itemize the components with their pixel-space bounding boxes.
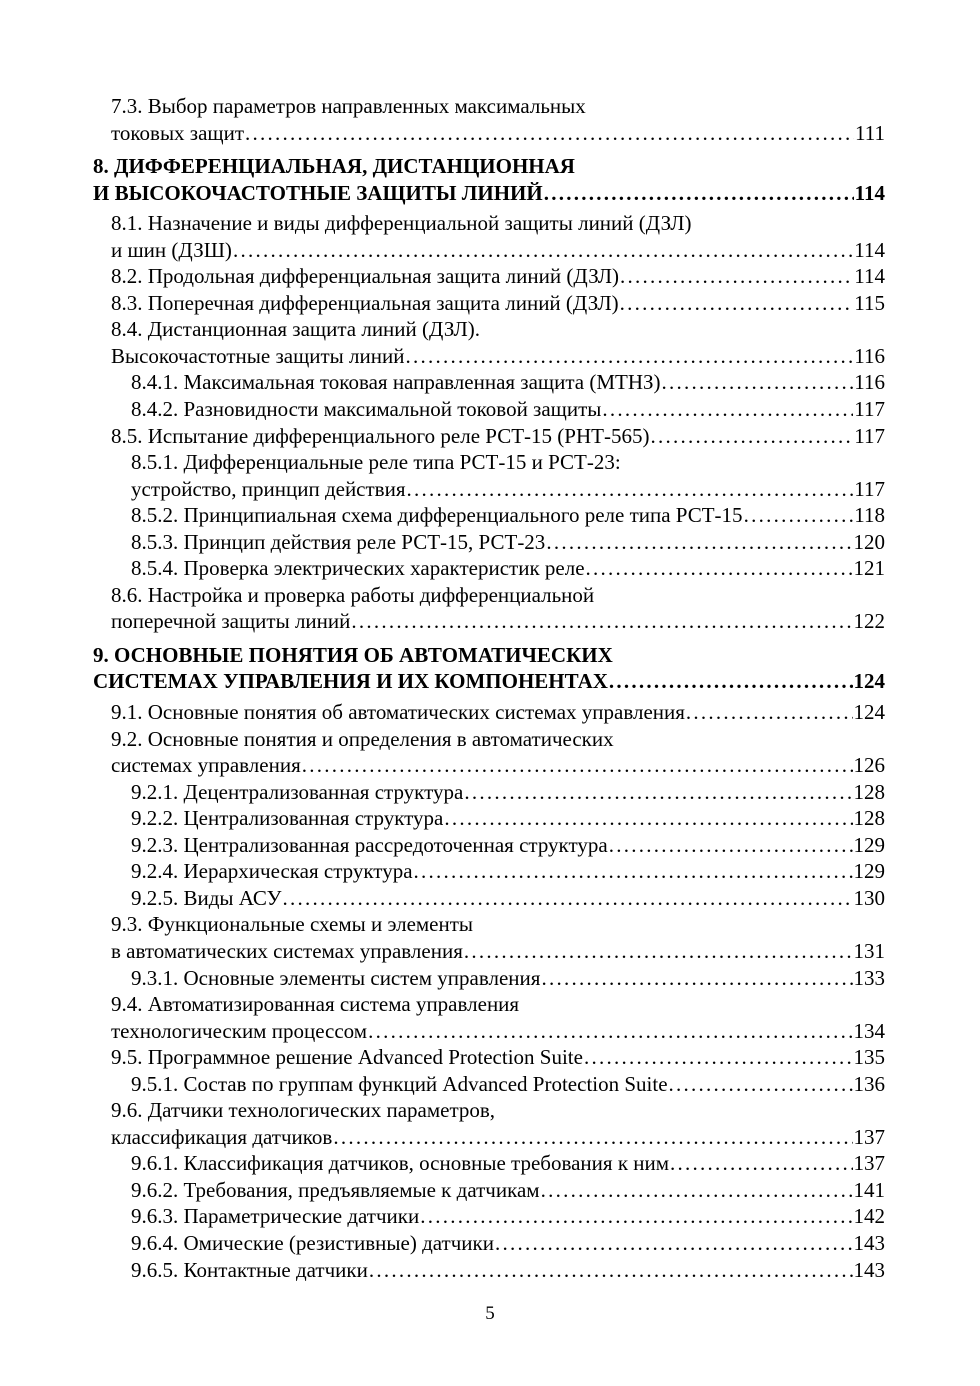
toc-entry-title: 8.5.3. Принцип действия реле РСТ-15, РСТ-23 [131,529,546,554]
toc-entry-title: устройство, принцип действия [131,476,406,501]
dot-leader [662,369,854,396]
toc-page-number: 133 [853,965,885,990]
toc-entry-title: Высокочастотные защиты линий [111,343,405,368]
toc-entry-title: 9.2.2. Централизованная структура [131,806,444,831]
toc-entry [93,1257,885,1284]
toc-entry-title-line: 9. ОСНОВНЫЕ ПОНЯТИЯ ОБ АВТОМАТИЧЕСКИХ [93,642,613,667]
toc-entry-title: 8.4.2. Разновидности максимальной токовой защиты [131,397,602,422]
toc-entry-row [93,668,885,695]
toc-entry [93,396,885,423]
toc-entry-row [111,1124,885,1151]
toc-page-number: 115 [854,290,885,315]
toc-entry-title: классификация датчиков [111,1124,333,1149]
toc-entry [93,991,885,1044]
toc-entry-row [131,779,885,806]
toc-entry-row [111,120,885,147]
toc-entry [93,529,885,556]
toc-entry-row [111,343,885,370]
dot-leader [620,290,854,317]
toc-page-number: 136 [853,1071,885,1096]
dot-leader [650,423,853,450]
toc-entry [93,93,885,146]
dot-leader [541,965,852,992]
dot-leader [369,1257,853,1284]
toc-entry [93,423,885,450]
toc-entry-title: 9.6.1. Классификация датчиков, основные требования к ним [131,1151,670,1176]
toc-entry [93,1230,885,1257]
dot-leader [686,699,853,726]
toc-entry-title: 9.2.5. Виды АСУ [131,885,282,910]
toc-entry-row [131,858,885,885]
toc-entry-row [131,805,885,832]
toc-chapter [93,153,885,206]
toc-entry-title: 9.5.1. Состав по группам функций Advanced Protection Suite [131,1071,668,1096]
toc-entry [93,1097,885,1150]
toc-entry [93,1044,885,1071]
toc-entry-title: поперечной защиты линий [111,609,351,634]
toc-entry [93,726,885,779]
toc-page-number: 128 [853,806,885,831]
toc-entry [93,555,885,582]
toc-page-number: 131 [853,938,885,963]
toc-entry-title-line: 8.1. Назначение и виды дифференциальной защиты линий (ДЗЛ) [111,211,692,236]
toc-entry-title: 9.1. Основные понятия об автоматических системах управления [111,700,685,725]
toc-entry-row [131,1257,885,1284]
toc-entry-row [131,529,885,556]
toc-entry-row [111,1018,885,1045]
dot-leader [744,502,854,529]
toc-page-number: 114 [854,264,885,289]
dot-leader [333,1124,852,1151]
toc-page-number: 143 [853,1230,885,1255]
toc-entry-title: 8.5.2. Принципиальная схема дифференциального реле типа РСТ-15 [131,503,743,528]
toc-entry [93,832,885,859]
toc-entry-row [111,752,885,779]
toc-page-number: 137 [853,1124,885,1149]
dot-leader [283,885,853,912]
toc-page-number: 117 [854,423,885,448]
toc-entry [93,1150,885,1177]
toc-entry-row [111,290,885,317]
toc-entry-title-line: 8.5.1. Дифференциальные реле типа РСТ-15 и РСТ-23: [131,450,621,475]
toc-entry [93,858,885,885]
dot-leader [620,263,853,290]
toc-page-number: 129 [853,832,885,857]
toc-entry-row [111,1044,885,1071]
dot-leader [584,1044,853,1071]
toc-entry-row [131,832,885,859]
toc-entry [93,210,885,263]
dot-leader [541,1177,853,1204]
toc-entry-title: 8.3. Поперечная дифференциальная защита линий (ДЗЛ) [111,290,619,315]
toc-page-number: 116 [854,343,885,368]
dot-leader [407,476,854,503]
toc-entry-row [131,396,885,423]
toc-page-number: 120 [853,529,885,554]
toc-page-number: 130 [853,885,885,910]
toc-page-number: 135 [853,1045,885,1070]
toc-entry [93,885,885,912]
dot-leader [670,1150,852,1177]
toc-page-number: 134 [853,1018,885,1043]
toc-entry [93,911,885,964]
toc-entry-title-line: 8. ДИФФЕРЕНЦИАЛЬНАЯ, ДИСТАНЦИОННАЯ [93,154,575,179]
toc-entry-row [131,1071,885,1098]
toc-entry [93,449,885,502]
toc-page-number: 124 [853,669,885,694]
toc-entry-title: 8.5.4. Проверка электрических характеристик реле [131,556,585,581]
toc-entry-row [111,237,885,264]
toc-entry-title: 8.4.1. Максимальная токовая направленная защита (МТНЗ) [131,370,661,395]
toc-entry [93,779,885,806]
toc-entry-row [131,1230,885,1257]
dot-leader [245,120,854,147]
toc-entry-row [131,369,885,396]
toc-entry-title: системах управления [111,753,301,778]
toc-page-number: 117 [854,397,885,422]
dot-leader [669,1071,853,1098]
toc-entry-row [131,1203,885,1230]
dot-leader [464,938,853,965]
toc-page-number: 141 [853,1177,885,1202]
toc-page-number: 142 [853,1204,885,1229]
toc-entry [93,1203,885,1230]
dot-leader [544,180,854,207]
toc-entry-row [131,555,885,582]
dot-leader [546,529,852,556]
dot-leader [351,608,852,635]
toc-page-number: 111 [855,120,885,145]
toc-entry-row [111,423,885,450]
toc-entry-row [111,608,885,635]
toc-entry [93,369,885,396]
toc-entry-title: И ВЫСОКОЧАСТОТНЫЕ ЗАЩИТЫ ЛИНИЙ [93,180,543,205]
toc-chapter [93,642,885,695]
toc-entry-row [131,502,885,529]
toc-entry-row [131,1150,885,1177]
toc-entry [93,582,885,635]
toc-page-number: 114 [854,237,885,262]
table-of-contents [93,93,885,1283]
toc-entry-title: 9.2.1. Децентрализованная структура [131,779,464,804]
toc-entry-row [111,938,885,965]
toc-entry [93,965,885,992]
toc-entry-title-line: 9.3. Функциональные схемы и элементы [111,912,474,937]
toc-entry-title: 9.2.4. Иерархическая структура [131,859,413,884]
toc-entry-title: СИСТЕМАХ УПРАВЛЕНИЯ И ИХ КОМПОНЕНТАХ [93,669,608,694]
toc-page-number: 122 [853,609,885,634]
dot-leader [609,668,853,695]
toc-entry [93,290,885,317]
toc-page-number: 116 [854,370,885,395]
toc-page-number: 137 [853,1151,885,1176]
page-number: 5 [485,1303,495,1324]
toc-page-number: 128 [853,779,885,804]
toc-entry-title: 9.2.3. Централизованная рассредоточенная структура [131,832,608,857]
dot-leader [233,237,853,264]
toc-entry-title-line: 7.3. Выбор параметров направленных максимальных [111,94,586,118]
toc-entry-title: 9.3.1. Основные элементы систем управления [131,965,541,990]
toc-page-number: 143 [853,1257,885,1282]
dot-leader [302,752,853,779]
toc-entry-title: в автоматических системах управления [111,938,463,963]
toc-entry-row [111,263,885,290]
dot-leader [609,832,853,859]
toc-entry-row [131,965,885,992]
toc-entry-title-line: 9.2. Основные понятия и определения в автоматических [111,726,614,751]
dot-leader [586,555,853,582]
toc-page-number: 129 [853,859,885,884]
toc-entry-title-line: 8.4. Дистанционная защита линий (ДЗЛ). [111,317,480,342]
toc-page-number: 121 [853,556,885,581]
toc-entry-title: 8.5. Испытание дифференциального реле РСТ-15 (РНТ-565) [111,423,650,448]
toc-page-number: 124 [853,700,885,725]
dot-leader [602,396,853,423]
toc-entry-title: токовых защит [111,120,245,145]
toc-entry-title: 9.5. Программное решение Advanced Protection Suite [111,1045,583,1070]
toc-entry-title: технологическим процессом [111,1018,368,1043]
toc-entry-title: 9.6.4. Омические (резистивные) датчики [131,1230,494,1255]
toc-entry-title: 8.2. Продольная дифференциальная защита линий (ДЗЛ) [111,264,620,289]
toc-entry-title: и шин (ДЗШ) [111,237,232,262]
toc-entry-title-line: 9.4. Автоматизированная система управления [111,992,520,1017]
dot-leader [464,779,852,806]
dot-leader [495,1230,853,1257]
toc-entry-title: 9.6.5. Контактные датчики [131,1257,368,1282]
toc-entry [93,316,885,369]
toc-entry-row [131,1177,885,1204]
toc-page-number: 126 [853,753,885,778]
toc-entry-title: 9.6.3. Параметрические датчики [131,1204,420,1229]
toc-entry-title: 9.6.2. Требования, предъявляемые к датчикам [131,1177,540,1202]
toc-entry [93,263,885,290]
toc-entry-title-line: 9.6. Датчики технологических параметров, [111,1098,496,1123]
dot-leader [420,1203,852,1230]
dot-leader [444,805,852,832]
toc-page-number: 114 [854,180,885,205]
toc-entry [93,502,885,529]
toc-entry [93,1071,885,1098]
toc-entry [93,1177,885,1204]
toc-entry-title-line: 8.6. Настройка и проверка работы дифференциальной [111,582,595,607]
toc-entry [93,699,885,726]
toc-entry-row [131,476,885,503]
toc-entry-row [131,885,885,912]
toc-entry-row [111,699,885,726]
dot-leader [368,1018,852,1045]
toc-entry [93,805,885,832]
toc-page-number: 117 [854,476,885,501]
dot-leader [405,343,853,370]
toc-entry-row [93,180,885,207]
dot-leader [414,858,853,885]
toc-page-number: 118 [854,503,885,528]
